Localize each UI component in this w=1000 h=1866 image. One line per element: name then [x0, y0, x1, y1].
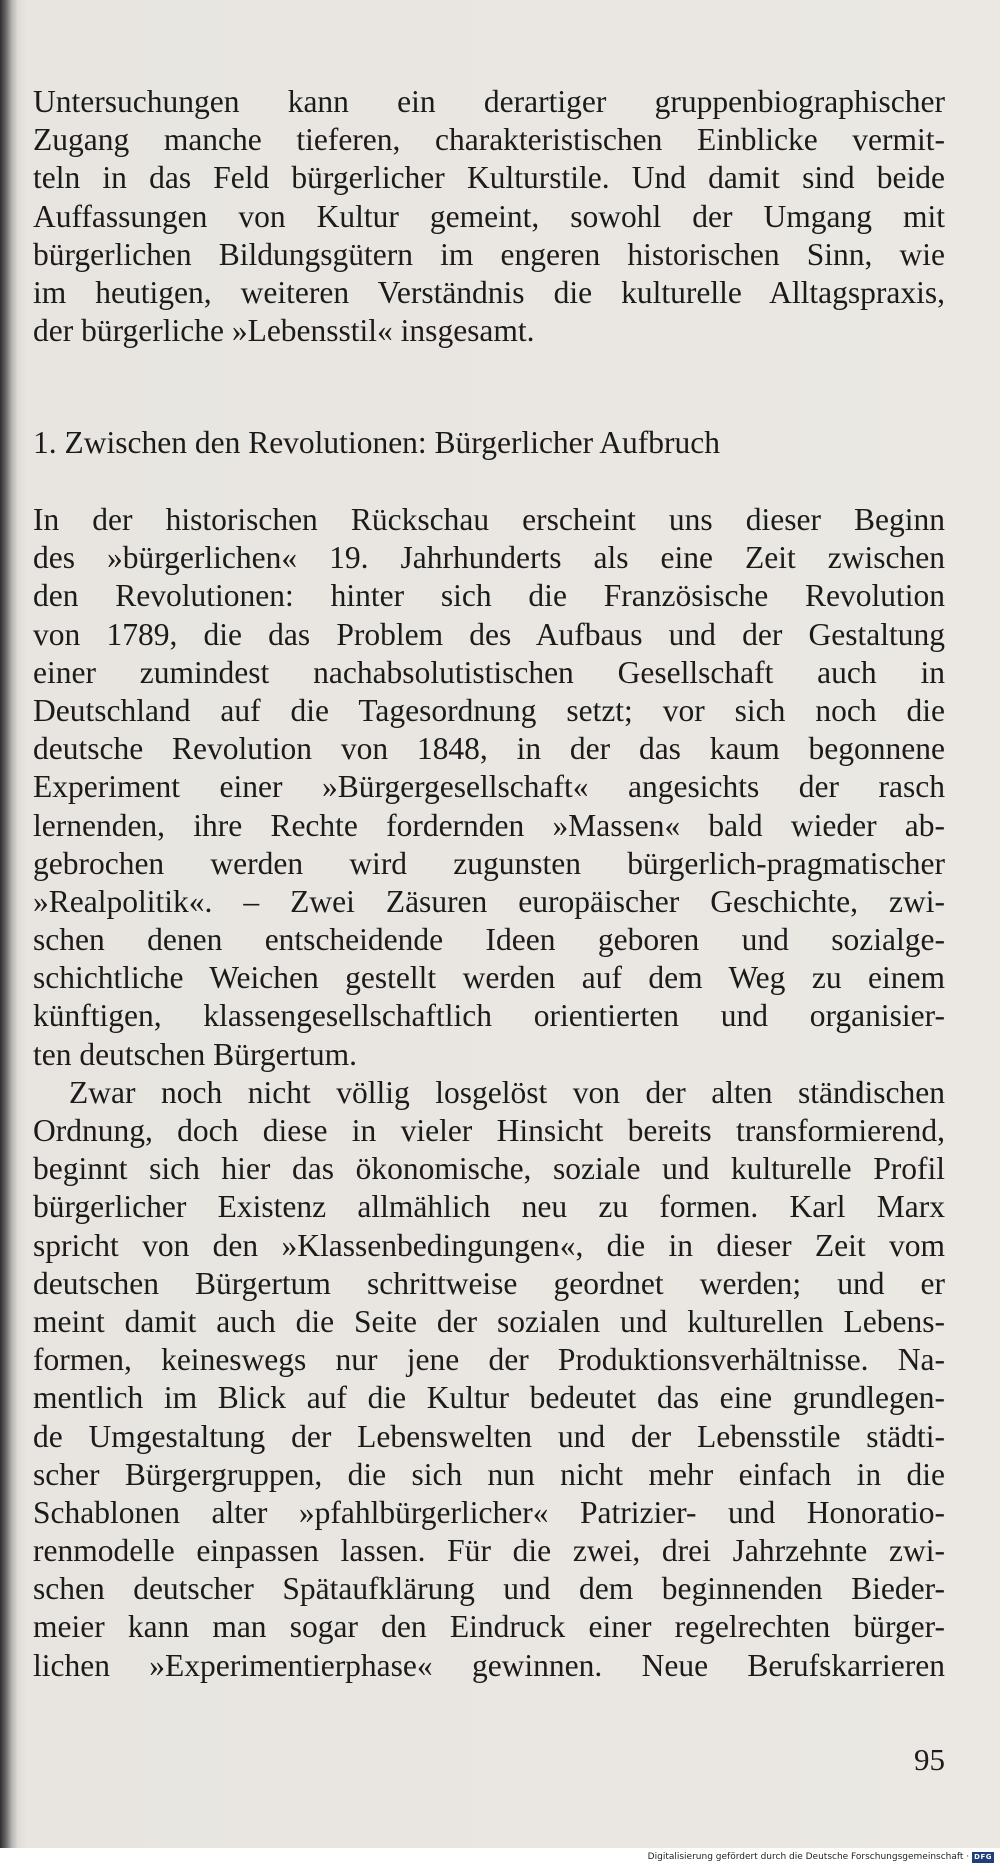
text-line: ten deutschen Bürgertum.: [33, 1036, 357, 1072]
text-line: In der historischen Rückschau erscheint uns dieser Beginn: [33, 502, 945, 537]
text-line: deutsche Revolution von 1848, in der das kaum begonnene: [33, 731, 945, 767]
paragraph-2: [33, 501, 945, 1074]
text-line: bürgerlicher Existenz allmählich neu zu formen. Karl Marx: [33, 1189, 945, 1225]
text-line: Untersuchungen kann ein derartiger gruppenbiographischer: [33, 84, 945, 119]
text-line: formen, keineswegs nur jene der Produktionsverhältnisse. Na-: [33, 1342, 945, 1378]
text-line: Zwar noch nicht völlig losgelöst von der alten ständischen: [69, 1074, 945, 1110]
dfg-logo-icon: DFG: [974, 1852, 992, 1861]
text-line: einer zumindest nachabsolutistischen Gesellschaft auch in: [33, 654, 945, 690]
text-line: Auffassungen von Kultur gemeint, sowohl der Umgang mit: [33, 198, 945, 234]
text-line: im heutigen, weiteren Verständnis die kulturelle Alltagspraxis,: [33, 274, 945, 310]
text-line: scher Bürgergruppen, die sich nun nicht mehr einfach in die: [33, 1456, 945, 1492]
text-line: Deutschland auf die Tagesordnung setzt; vor sich noch die: [33, 692, 945, 728]
page-number: 95: [914, 1742, 945, 1777]
text-line: gebrochen werden wird zugunsten bürgerlich-pragmatischer: [33, 845, 945, 881]
text-line: künftigen, klassengesellschaftlich orientierten und organisier-: [33, 998, 945, 1034]
text-line: der bürgerliche »Lebensstil« insgesamt.: [33, 313, 535, 349]
text-line: den Revolutionen: hinter sich die Französische Revolution: [33, 578, 945, 614]
top-paragraph: [33, 83, 945, 350]
text-line: »Realpolitik«. – Zwei Zäsuren europäischer Geschichte, zwi-: [33, 883, 945, 919]
body-text: [33, 501, 945, 1685]
footer-credit-text: Digitalisierung gefördert durch die Deutsche Forschungsgemeinschaft ·: [647, 1852, 970, 1862]
text-line: schichtliche Weichen gestellt werden auf dem Weg zu einem: [33, 960, 945, 996]
text-line: schen deutscher Spätaufklärung und dem beginnenden Bieder-: [33, 1571, 945, 1607]
text-line: Schablonen alter »pfahlbürgerlicher« Patrizier- und Honoratio-: [33, 1494, 945, 1530]
text-line: Experiment einer »Bürgergesellschaft« angesichts der rasch: [33, 769, 945, 805]
text-line: mentlich im Blick auf die Kultur bedeutet das eine grundlegen-: [33, 1380, 945, 1416]
text-line: des »bürgerlichen« 19. Jahrhunderts als eine Zeit zwischen: [33, 540, 945, 576]
text-line: spricht von den »Klassenbedingungen«, die in dieser Zeit vom: [33, 1227, 945, 1263]
text-line: renmodelle einpassen lassen. Für die zwei, drei Jahrzehnte zwi-: [33, 1533, 945, 1569]
text-line: schen denen entscheidende Ideen geboren und sozialge-: [33, 922, 945, 958]
text-line: lernenden, ihre Rechte fordernden »Massen« bald wieder ab-: [33, 807, 945, 843]
text-line: lichen »Experimentierphase« gewinnen. Neue Berufskarrieren: [33, 1647, 945, 1683]
footer-credit: [648, 1850, 994, 1864]
text-line: teln in das Feld bürgerlicher Kulturstile. Und damit sind beide: [33, 160, 945, 196]
text-line: bürgerlichen Bildungsgütern im engeren historischen Sinn, wie: [33, 236, 945, 272]
text-line: Zugang manche tieferen, charakteristischen Einblicke vermit-: [33, 122, 945, 158]
text-line: von 1789, die das Problem des Aufbaus und der Gestaltung: [33, 616, 945, 652]
text-line: meint damit auch die Seite der sozialen und kulturellen Lebens-: [33, 1303, 945, 1339]
text-line: de Umgestaltung der Lebenswelten und der Lebensstile städti-: [33, 1418, 945, 1454]
paragraph-3: [33, 1074, 945, 1685]
text-line: deutschen Bürgertum schrittweise geordnet werden; und er: [33, 1265, 945, 1301]
text-line: beginnt sich hier das ökonomische, soziale und kulturelle Profil: [33, 1151, 945, 1187]
text-line: Ordnung, doch diese in vieler Hinsicht bereits transformierend,: [33, 1113, 945, 1148]
section-heading: 1. Zwischen den Revolutionen: Bürgerlicher Aufbruch: [33, 425, 721, 460]
digitization-footer: [0, 1848, 1000, 1866]
text-line: meier kann man sogar den Eindruck einer regelrechten bürger-: [33, 1609, 945, 1645]
